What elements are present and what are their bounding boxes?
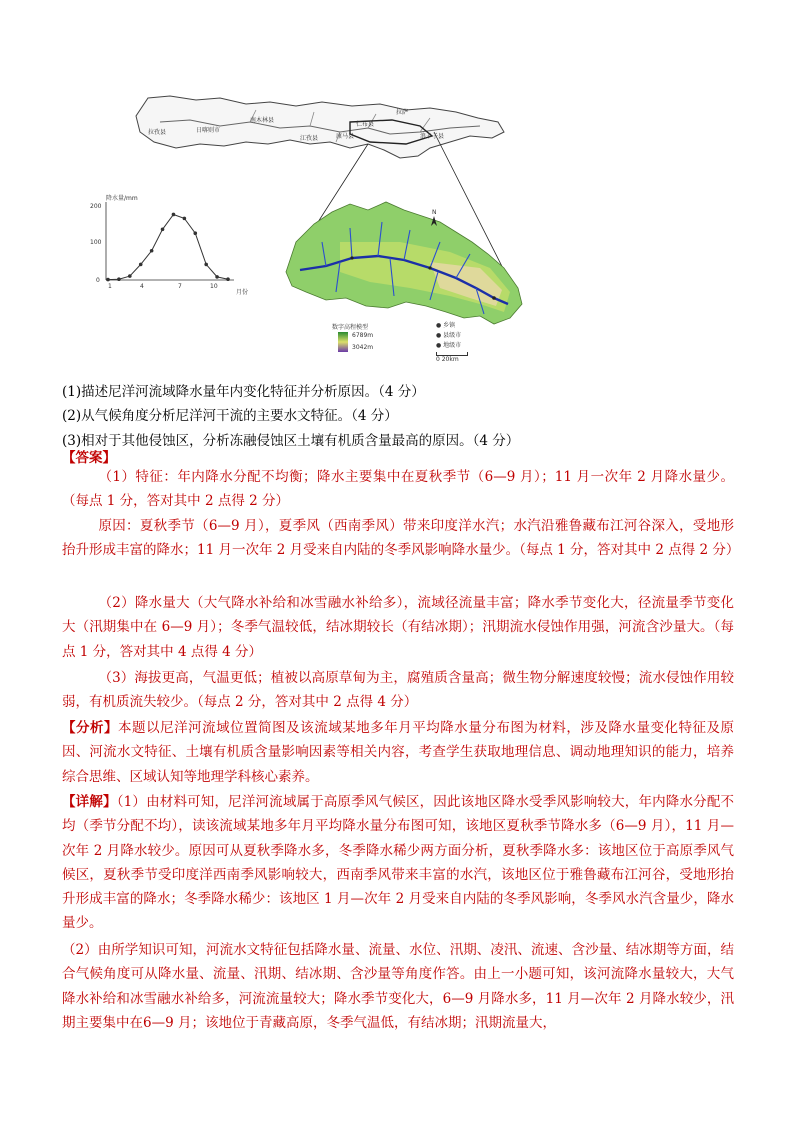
scale-label: 0 20km: [436, 356, 459, 363]
detail-label: 【详解】: [62, 794, 117, 810]
map-place-label: 康马县: [336, 133, 355, 140]
map-place-label: 浪卡子县: [420, 133, 445, 140]
x-tick-4: 4: [140, 283, 144, 290]
precip-point-month-2: [117, 277, 121, 281]
x-tick-7: 7: [178, 283, 182, 290]
precip-line: [108, 214, 228, 279]
figure: [90, 92, 540, 372]
legend-prefecture-city: ● 地级市: [436, 342, 462, 349]
answer-part-2: （2）降水量大（大气降水补给和冰雪融水补给多），流域径流量丰富；降水季节变化大，径流量季节变化大（汛期集中在 6—9 月）；冬季气温较低，结冰期较长（有结冰期）；汛期流水侵蚀作用强，河流含沙量大。（每点 1 分，答对其中 4 点得 4 分）: [62, 595, 734, 660]
north-arrow: N: [432, 209, 437, 216]
legend-title: 数字高程模型: [332, 324, 369, 331]
chart-series: [106, 213, 230, 282]
map-legend: [332, 322, 492, 372]
precip-point-month-9: [193, 231, 197, 235]
dem-inset-map: [286, 202, 522, 324]
detail-paragraph-2: （2）由所学知识可知，河流水文特征包括降水量、流量、水位、汛期、凌汛、流速、含沙量、结冰期等方面，结合气候角度可从降水量、流量、汛期、结冰期、含沙量等角度作答。由上一小题可知，该河流降水量较大，大气降水补给和冰雪融水补给多，河流流量较大；降水季节变化大，6—9 月降水多，11 月—次年 2 月降水较少，汛期主要集中在6—9 月；该地位于青藏高原，冬季气温低，有结冰期；汛期流量大，: [62, 942, 734, 1031]
precip-point-month-3: [128, 274, 132, 278]
detail-text-1: （1）由材料可知，尼洋河流域属于高原季风气候区，因此该地区降水受季风影响较大，年内降水分配不均（季节分配不均），读该流域某地多年月平均降水量分布图可知，该地区夏秋季节降水多（6—9 月），11 月—次年 2 月降水较少。原因可从夏秋季降水多，冬季降水稀少两方面分析，夏秋季降水多：该地区位于高原季风气候区，夏秋季节受印度洋西南季风影响较大，西南季风带来丰富的水汽，该地区位于雅鲁藏布江河谷，受地形抬升形成丰富的降水；冬季降水稀少：该地区 1 月—次年 2 月受来自内陆的冬季风影响，冬季风水汽含量少，降水量少。: [62, 794, 735, 932]
precip-point-month-5: [150, 249, 154, 253]
map-place-label: 南木林县: [250, 117, 275, 124]
precip-point-month-6: [161, 228, 165, 232]
analysis-text: 本题以尼洋河流域位置简图及该流域某地多年月平均降水量分布图为材料，涉及降水量变化特征及原因、河流水文特征、土壤有机质含量影响因素等相关内容，考查学生获取地理信息、调动地理知识的能力，培养综合思维、区域认知等地理学科核心素养。: [62, 720, 735, 785]
chart-xlabel: 月份: [236, 289, 249, 296]
precip-point-month-12: [226, 277, 230, 281]
y-tick-200: 200: [90, 203, 102, 210]
x-tick-10: 10: [210, 283, 218, 290]
answer-part-3: （3）海拔更高，气温更低；植被以高原草甸为主，腐殖质含量高；微生物分解速度较慢；流水侵蚀作用较弱，有机质流失较少。（每点 2 分，答对其中 2 点得 4 分）: [62, 670, 734, 711]
detail-paragraph-1: [62, 790, 734, 936]
map-place-label: 江孜县: [300, 135, 319, 142]
analysis-label: 【分析】: [62, 720, 119, 736]
y-tick-0: 0: [96, 277, 100, 284]
x-tick-1: 1: [108, 283, 112, 290]
precip-point-month-1: [106, 278, 110, 282]
precip-point-month-4: [139, 263, 143, 267]
answer-heading: 【答案】: [62, 450, 116, 466]
legend-low: 3042m: [352, 344, 374, 351]
precip-chart: [90, 194, 248, 296]
elevation-ramp: [338, 332, 348, 352]
analysis-paragraph: [62, 716, 734, 789]
legend-county-city: ● 县级市: [436, 332, 462, 339]
answer-part-1: （1）特征：年内降水分配不均衡；降水主要集中在夏秋季节（6—9 月）；11 月一次年 2 月降水量少。（每点 1 分，答对其中 2 点得 2 分）: [62, 469, 734, 510]
legend-high: 6789m: [352, 332, 374, 339]
y-tick-100: 100: [90, 239, 102, 246]
chart-ylabel: 降水量/mm: [106, 195, 138, 202]
map-place-label: 拉孜县: [148, 129, 167, 136]
map-place-label: 仁布县: [356, 121, 375, 128]
precip-point-month-7: [172, 213, 176, 217]
question-2: (2)从气候角度分析尼洋河干流的主要水文特征。（4 分）: [62, 408, 398, 424]
precip-point-month-8: [183, 217, 187, 221]
legend-town: ● 乡镇: [436, 322, 456, 329]
map-place-label: 拉萨: [396, 109, 409, 116]
precip-point-month-10: [204, 263, 208, 267]
question-3: (3)相对于其他侵蚀区，分析冻融侵蚀区土壤有机质含量最高的原因。（4 分）: [62, 433, 520, 449]
answer-part-1-reason: 原因：夏秋季节（6—9 月），夏季风（西南季风）带来印度洋水汽；水汽沿雅鲁藏布江河谷深入，受地形抬升形成丰富的降水；11 月一次年 2 月受来自内陆的冬季风影响降水量少。（每点 1 分，答对其中 2 点得 2 分）: [62, 518, 740, 559]
precip-point-month-11: [215, 275, 219, 279]
question-1: (1)描述尼洋河流域降水量年内变化特征并分析原因。（4 分）: [62, 384, 425, 400]
map-place-label: 日喀则市: [196, 127, 221, 134]
